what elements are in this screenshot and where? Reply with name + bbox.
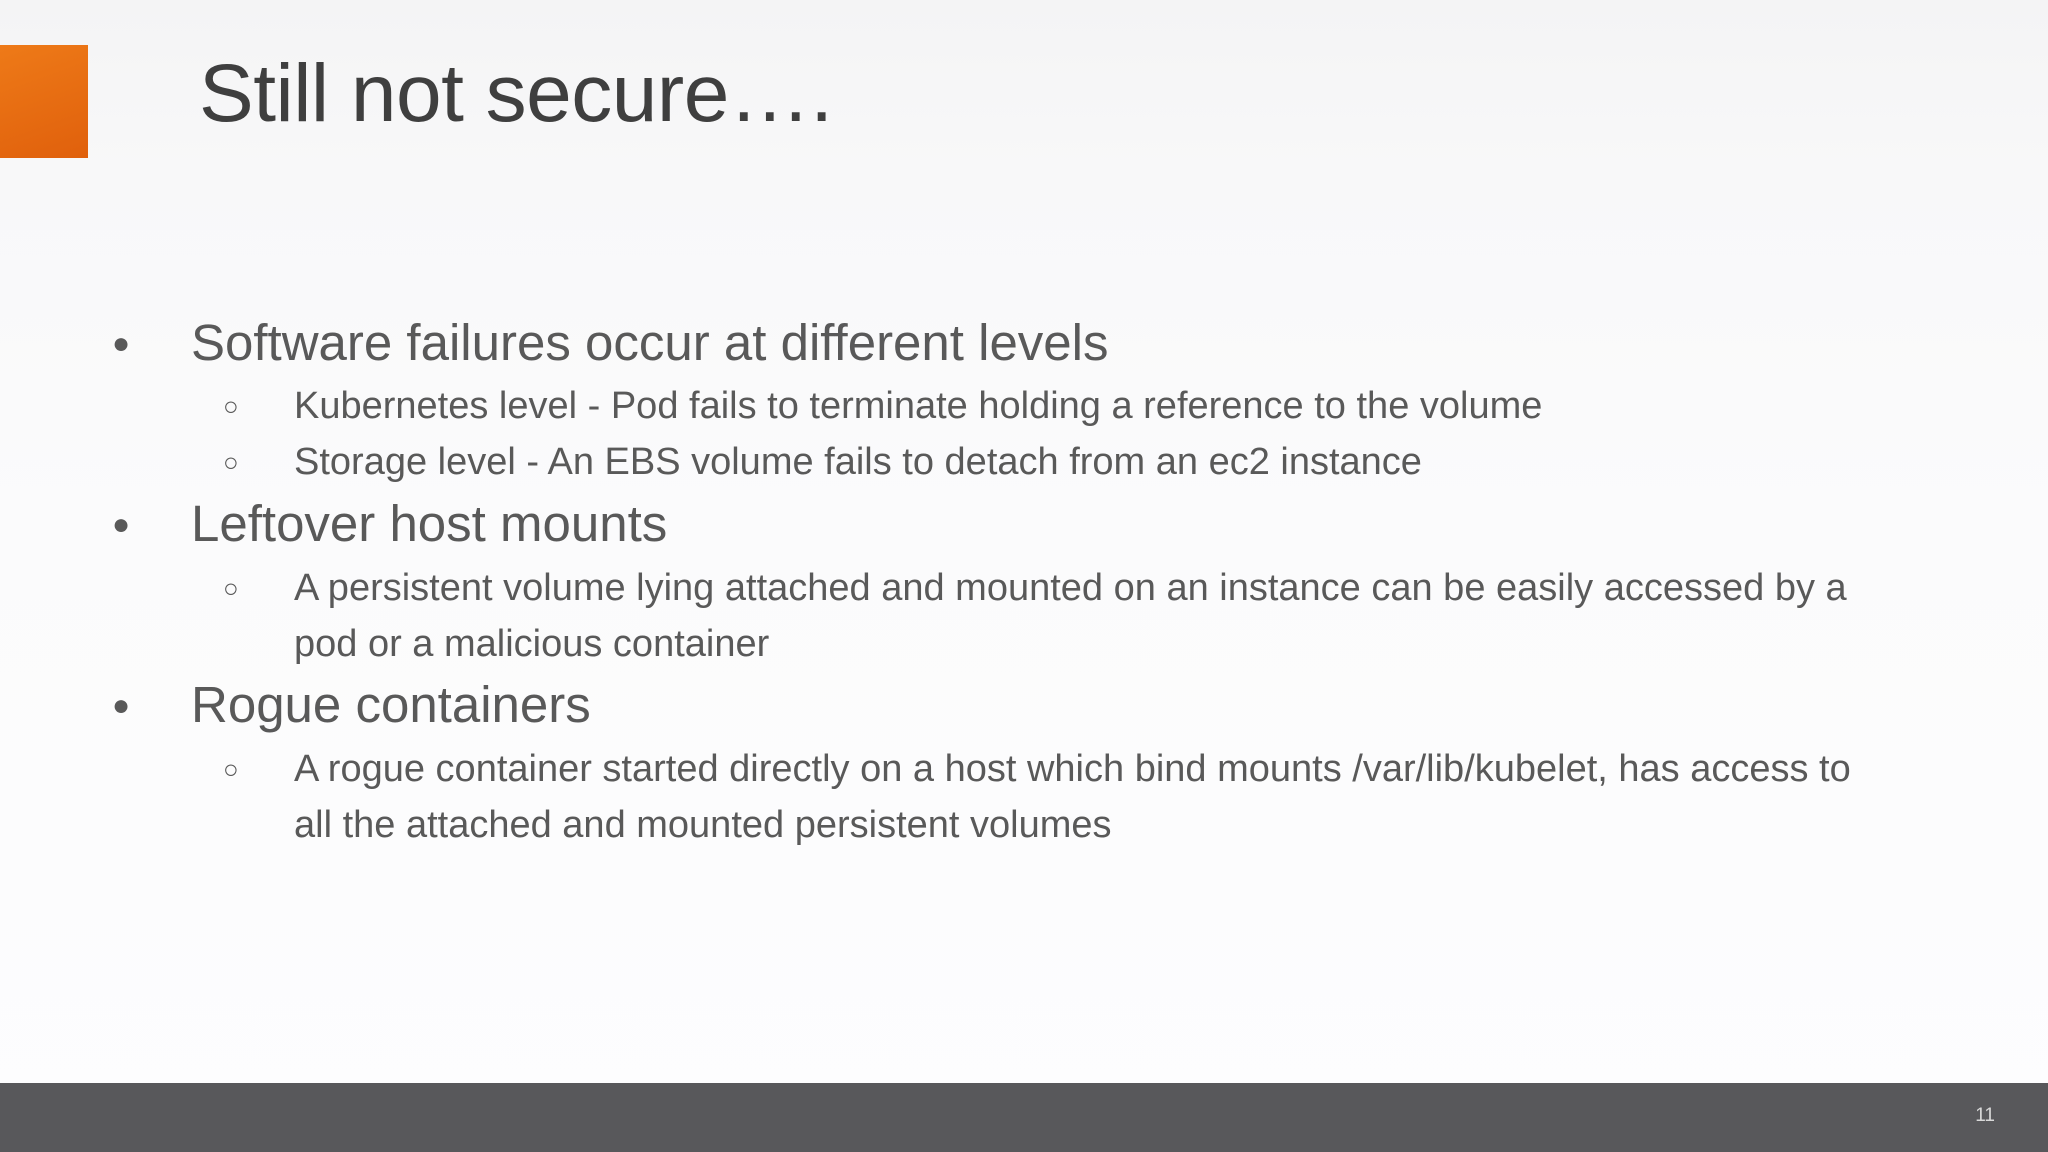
sub-bullet-text: Kubernetes level - Pod fails to terminate holding a reference to the volume	[294, 385, 1543, 427]
sub-bullet-text: Storage level - An EBS volume fails to detach from an ec2 instance	[294, 441, 1422, 483]
sub-bullet-marker: ○	[223, 391, 239, 421]
bullet-marker: ●	[112, 508, 131, 541]
sub-bullet-text: pod or a malicious container	[294, 623, 770, 665]
sub-bullet-marker: ○	[223, 754, 239, 784]
sub-bullet-text: all the attached and mounted persistent volumes	[294, 804, 1112, 846]
bullet-marker: ●	[112, 689, 131, 722]
bullet-marker: ●	[112, 327, 131, 360]
slide-title: Still not secure….	[199, 48, 833, 139]
accent-block	[0, 45, 88, 158]
sub-bullet-text: A rogue container started directly on a host which bind mounts /var/lib/kubelet, has access to	[294, 748, 1851, 790]
sub-bullet-marker: ○	[223, 447, 239, 477]
bullet-text: Leftover host mounts	[191, 495, 668, 552]
bullet-text: Software failures occur at different levels	[191, 314, 1109, 371]
sub-bullet-marker: ○	[223, 573, 239, 603]
footer-bar	[0, 1083, 2048, 1152]
page-number: 11	[1975, 1105, 1995, 1126]
sub-bullet-text: A persistent volume lying attached and mounted on an instance can be easily accessed by a	[294, 567, 1847, 609]
bullet-text: Rogue containers	[191, 676, 591, 733]
